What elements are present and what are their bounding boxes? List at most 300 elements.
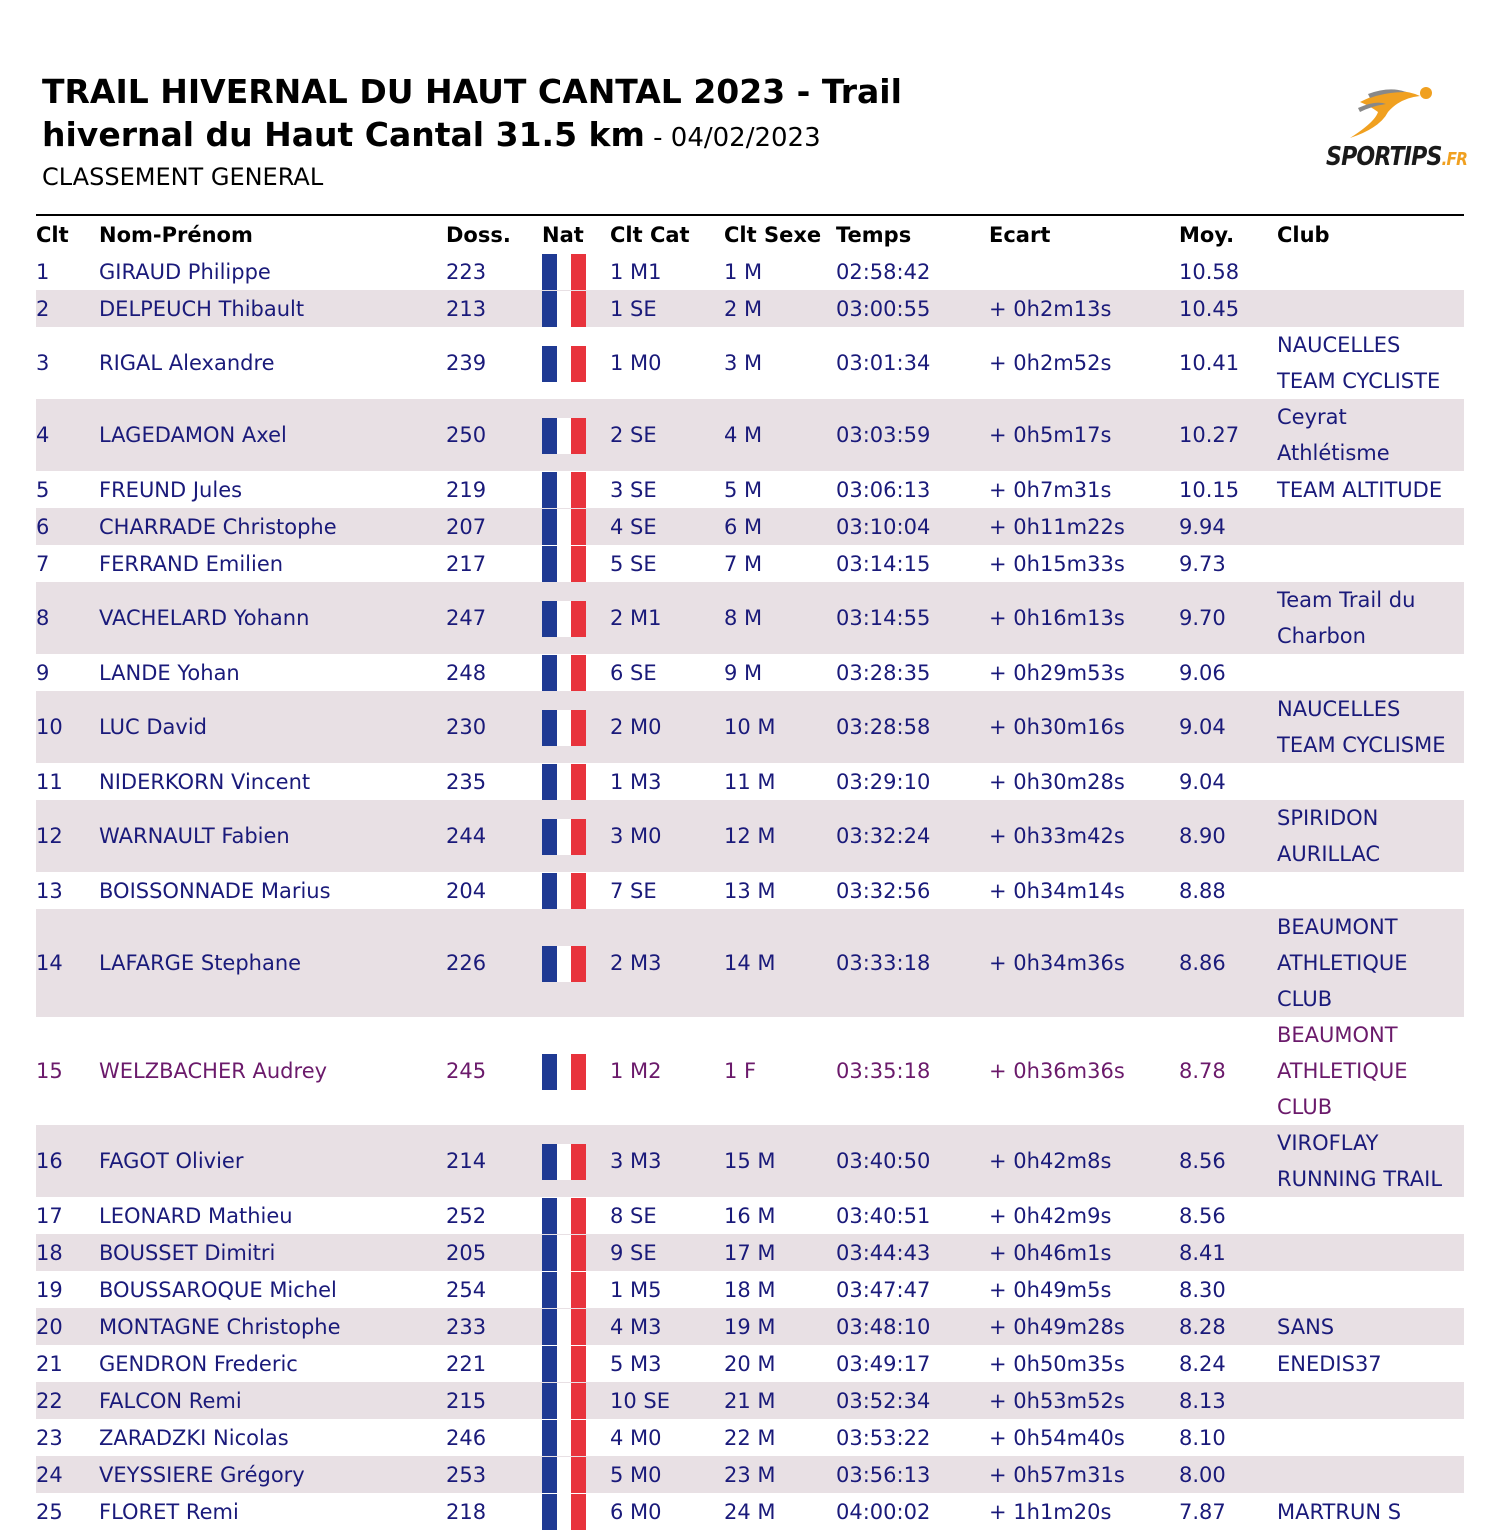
cell-ecart: + 0h49m5s: [989, 1277, 1112, 1302]
cell-nat: [542, 691, 610, 763]
cell-nat: [542, 1456, 610, 1493]
cell-ecart: [989, 253, 1179, 290]
cell-temps: 03:32:56: [836, 878, 931, 903]
col-header-doss: Doss.: [446, 223, 511, 247]
cell-ecart: + 0h34m36s: [989, 909, 1179, 1017]
cell-ecart: + 0h33m42s: [989, 800, 1179, 872]
cell-name[interactable]: VACHELARD Yohann: [99, 582, 446, 654]
cell-name[interactable]: BOUSSET Dimitri: [99, 1234, 446, 1271]
france-flag-icon: [542, 1383, 586, 1419]
cell-club: SANS: [1277, 1308, 1464, 1345]
cell-cat: 6 M0: [610, 1499, 662, 1524]
col-header-moy: Moy.: [1179, 223, 1235, 247]
cell-club: [1277, 253, 1464, 290]
cell-ecart: + 0h7m31s: [989, 477, 1112, 502]
cell-sexe: 6 M: [724, 508, 836, 545]
cell-sexe: 8 M: [724, 582, 836, 654]
cell-nat: [542, 290, 610, 327]
cell-clt: 15: [36, 1059, 63, 1083]
results-table: [36, 217, 1464, 1530]
table-row: [36, 763, 1464, 800]
cell-sexe: 18 M: [724, 1277, 776, 1302]
cell-sexe: 20 M: [724, 1351, 776, 1376]
cell-sexe: 22 M: [724, 1425, 776, 1450]
cell-cat: 5 SE: [610, 551, 657, 576]
table-row: [36, 1493, 1464, 1530]
cell-clt: 3: [36, 351, 50, 375]
france-flag-icon: [542, 1420, 586, 1456]
cell-ecart: + 0h57m31s: [989, 1456, 1179, 1493]
cell-club: [1277, 654, 1464, 691]
cell-name[interactable]: LANDE Yohan: [99, 660, 240, 685]
cell-doss: 250: [446, 399, 542, 471]
cell-ecart: + 0h5m17s: [989, 399, 1179, 471]
results-body: [36, 253, 1464, 1530]
cell-nat: [542, 763, 610, 800]
cell-doss: 215: [446, 1382, 542, 1419]
cell-cat: 1 SE: [610, 290, 724, 327]
cell-name[interactable]: BOISSONNADE Marius: [99, 878, 331, 903]
cell-temps: 03:53:22: [836, 1425, 931, 1450]
france-flag-icon: [542, 655, 586, 691]
cell-sexe: 17 M: [724, 1234, 836, 1271]
cell-ecart: + 0h50m35s: [989, 1351, 1125, 1376]
france-flag-icon: [542, 819, 586, 855]
cell-cat: 1 M5: [610, 1277, 662, 1302]
cell-temps: 03:06:13: [836, 477, 931, 502]
cell-cat: 7 SE: [610, 878, 657, 903]
cell-clt: 7: [36, 551, 50, 576]
cell-name[interactable]: LAFARGE Stephane: [99, 909, 446, 1017]
cell-temps: 03:47:47: [836, 1277, 931, 1302]
france-flag-icon: [542, 509, 586, 545]
cell-name[interactable]: NIDERKORN Vincent: [99, 769, 311, 794]
cell-moy: 8.30: [1179, 1277, 1226, 1302]
cell-club: BEAUMONT ATHLETIQUE CLUB: [1277, 1023, 1408, 1119]
cell-clt: 17: [36, 1203, 63, 1228]
cell-doss: 253: [446, 1456, 542, 1493]
cell-nat: [542, 1382, 610, 1419]
cell-nat: [542, 1308, 610, 1345]
col-header-ecart: Ecart: [989, 223, 1051, 247]
cell-club: [1277, 1197, 1464, 1234]
france-flag-icon: [542, 764, 586, 800]
cell-cat: 1 M1: [610, 259, 662, 284]
cell-doss: 214: [446, 1125, 542, 1197]
cell-cat: 4 M3: [610, 1308, 724, 1345]
cell-sexe: 4 M: [724, 399, 836, 471]
col-header-sexe: Clt Sexe: [724, 223, 822, 247]
cell-nat: [542, 1345, 610, 1382]
cell-clt: 20: [36, 1308, 99, 1345]
cell-temps: 03:28:58: [836, 691, 989, 763]
cell-nat: [542, 582, 610, 654]
cell-moy: 10.15: [1179, 477, 1240, 502]
table-header-row: [36, 217, 1464, 253]
cell-clt: 24: [36, 1456, 99, 1493]
cell-sexe: 21 M: [724, 1382, 836, 1419]
france-flag-icon: [542, 1054, 586, 1090]
cell-clt: 2: [36, 290, 99, 327]
header-divider: [36, 214, 1464, 216]
france-flag-icon: [542, 1346, 586, 1382]
cell-sexe: 1 F: [724, 1059, 757, 1083]
cell-doss: 219: [446, 477, 487, 502]
cell-nat: [542, 1234, 610, 1271]
cell-clt: 1: [36, 259, 50, 284]
cell-club: [1277, 290, 1464, 327]
france-flag-icon: [542, 873, 586, 909]
cell-club: TEAM ALTITUDE: [1277, 477, 1443, 502]
france-flag-icon: [542, 472, 586, 508]
cell-moy: 9.73: [1179, 551, 1226, 576]
cell-club: [1277, 1382, 1464, 1419]
cell-cat: 2 M3: [610, 909, 724, 1017]
cell-doss: 252: [446, 1203, 487, 1228]
cell-name[interactable]: DELPEUCH Thibault: [99, 290, 446, 327]
cell-clt: 4: [36, 399, 99, 471]
france-flag-icon: [542, 601, 586, 637]
cell-sexe: 3 M: [724, 351, 763, 375]
cell-doss: 226: [446, 909, 542, 1017]
cell-moy: 9.06: [1179, 660, 1226, 685]
table-row: [36, 800, 1464, 872]
table-row: [36, 399, 1464, 471]
cell-ecart: + 1h1m20s: [989, 1499, 1112, 1524]
cell-nat: [542, 1125, 610, 1197]
cell-temps: 03:48:10: [836, 1308, 989, 1345]
cell-moy: 8.28: [1179, 1308, 1277, 1345]
cell-doss: 244: [446, 800, 542, 872]
cell-nat: [542, 654, 610, 691]
cell-nat: [542, 872, 610, 909]
cell-ecart: + 0h30m16s: [989, 691, 1179, 763]
cell-club: SPIRIDON AURILLAC: [1277, 800, 1464, 872]
cell-moy: 10.41: [1179, 351, 1240, 375]
cell-name[interactable]: FERRAND Emilien: [99, 551, 284, 576]
cell-clt: 5: [36, 477, 50, 502]
cell-cat: 1 M3: [610, 769, 662, 794]
cell-nat: [542, 471, 610, 508]
cell-sexe: 19 M: [724, 1308, 836, 1345]
cell-doss: 223: [446, 259, 487, 284]
cell-ecart: + 0h15m33s: [989, 551, 1125, 576]
cell-name[interactable]: VEYSSIERE Grégory: [99, 1456, 446, 1493]
col-header-clt: Clt: [36, 223, 69, 247]
cell-ecart: + 0h30m28s: [989, 769, 1125, 794]
cell-cat: 5 M3: [610, 1351, 662, 1376]
cell-ecart: + 0h29m53s: [989, 660, 1125, 685]
cell-sexe: 2 M: [724, 290, 836, 327]
cell-temps: 03:32:24: [836, 800, 989, 872]
runner-icon: [1320, 82, 1470, 142]
cell-club: [1277, 1456, 1464, 1493]
cell-temps: 03:56:13: [836, 1456, 989, 1493]
cell-moy: 8.88: [1179, 878, 1226, 903]
cell-doss: 217: [446, 551, 487, 576]
cell-doss: 235: [446, 769, 487, 794]
cell-ecart: + 0h34m14s: [989, 878, 1125, 903]
cell-sexe: 16 M: [724, 1203, 776, 1228]
cell-cat: 1 M0: [610, 351, 662, 375]
cell-moy: 9.04: [1179, 769, 1226, 794]
cell-sexe: 5 M: [724, 477, 763, 502]
cell-cat: 10 SE: [610, 1382, 724, 1419]
col-header-name: Nom-Prénom: [99, 223, 253, 247]
cell-temps: 03:44:43: [836, 1234, 989, 1271]
cell-sexe: 23 M: [724, 1456, 836, 1493]
cell-name[interactable]: GENDRON Frederic: [99, 1351, 298, 1376]
cell-cat: 3 M0: [610, 800, 724, 872]
cell-name[interactable]: WELZBACHER Audrey: [99, 1059, 328, 1083]
cell-doss: 218: [446, 1499, 487, 1524]
cell-nat: [542, 399, 610, 471]
cell-club: [1277, 763, 1464, 800]
cell-cat: 3 SE: [610, 477, 657, 502]
cell-temps: 04:00:02: [836, 1499, 931, 1524]
cell-name[interactable]: FREUND Jules: [99, 477, 243, 502]
cell-temps: 03:14:15: [836, 551, 931, 576]
cell-doss: 245: [446, 1059, 487, 1083]
cell-doss: 246: [446, 1425, 487, 1450]
cell-name[interactable]: BOUSSAROQUE Michel: [99, 1277, 337, 1302]
logo-text: SPORTIPS.FR: [1326, 142, 1468, 172]
cell-cat: 4 M0: [610, 1425, 662, 1450]
cell-temps: 03:14:55: [836, 582, 989, 654]
cell-name[interactable]: LEONARD Mathieu: [99, 1203, 293, 1228]
table-row: [36, 1456, 1464, 1493]
col-header-cat: Clt Cat: [610, 223, 690, 247]
cell-doss: 205: [446, 1234, 542, 1271]
cell-doss: 204: [446, 878, 487, 903]
cell-name[interactable]: FLORET Remi: [99, 1499, 239, 1524]
cell-moy: 10.58: [1179, 259, 1240, 284]
table-row: [36, 872, 1464, 909]
cell-moy: 8.56: [1179, 1203, 1226, 1228]
cell-club: MARTRUN S: [1277, 1499, 1402, 1524]
cell-ecart: + 0h46m1s: [989, 1234, 1179, 1271]
cell-cat: 4 SE: [610, 508, 724, 545]
cell-temps: 03:28:35: [836, 660, 931, 685]
cell-doss: 248: [446, 660, 487, 685]
cell-doss: 221: [446, 1351, 487, 1376]
table-row: [36, 1345, 1464, 1382]
cell-sexe: 24 M: [724, 1499, 776, 1524]
cell-ecart: + 0h53m52s: [989, 1382, 1179, 1419]
cell-nat: [542, 909, 610, 1017]
cell-temps: 03:40:50: [836, 1125, 989, 1197]
cell-temps: 02:58:42: [836, 259, 931, 284]
cell-moy: 8.10: [1179, 1425, 1226, 1450]
race-date: - 04/02/2023: [644, 123, 821, 153]
cell-name[interactable]: CHARRADE Christophe: [99, 508, 446, 545]
table-row: [36, 545, 1464, 582]
france-flag-icon: [542, 1144, 586, 1180]
cell-moy: 8.56: [1179, 1125, 1277, 1197]
cell-cat: 6 SE: [610, 660, 657, 685]
cell-club: [1277, 1419, 1464, 1456]
cell-clt: 21: [36, 1351, 63, 1376]
cell-doss: 247: [446, 582, 542, 654]
cell-cat: 2 M0: [610, 691, 724, 763]
cell-sexe: 11 M: [724, 769, 776, 794]
cell-clt: 12: [36, 800, 99, 872]
cell-nat: [542, 1419, 610, 1456]
cell-club: [1277, 872, 1464, 909]
table-row: [36, 909, 1464, 1017]
cell-clt: 23: [36, 1425, 63, 1450]
cell-sexe: 13 M: [724, 878, 776, 903]
cell-ecart: + 0h49m28s: [989, 1308, 1179, 1345]
france-flag-icon: [542, 710, 586, 746]
cell-club: NAUCELLES TEAM CYCLISTE: [1277, 333, 1441, 393]
cell-club: [1277, 1234, 1464, 1271]
cell-nat: [542, 1493, 610, 1530]
cell-name[interactable]: LUC David: [99, 691, 446, 763]
sportips-logo: [1320, 82, 1470, 182]
table-row: [36, 290, 1464, 327]
cell-name[interactable]: ZARADZKI Nicolas: [99, 1425, 289, 1450]
france-flag-icon: [542, 546, 586, 582]
france-flag-icon: [542, 1457, 586, 1493]
cell-cat: 2 SE: [610, 399, 724, 471]
cell-temps: 03:52:34: [836, 1382, 989, 1419]
france-flag-icon: [542, 946, 586, 982]
cell-name[interactable]: FAGOT Olivier: [99, 1125, 446, 1197]
table-row: [36, 1308, 1464, 1345]
cell-club: [1277, 545, 1464, 582]
cell-club: [1277, 508, 1464, 545]
cell-clt: 16: [36, 1125, 99, 1197]
france-flag-icon: [542, 1235, 586, 1271]
cell-nat: [542, 508, 610, 545]
cell-temps: 03:03:59: [836, 399, 989, 471]
cell-clt: 19: [36, 1277, 63, 1302]
cell-clt: 18: [36, 1234, 99, 1271]
france-flag-icon: [542, 291, 586, 327]
col-header-nat: Nat: [542, 223, 584, 247]
cell-clt: 25: [36, 1499, 63, 1524]
cell-moy: 8.24: [1179, 1351, 1226, 1376]
cell-moy: 8.41: [1179, 1234, 1277, 1271]
cell-moy: 8.78: [1179, 1059, 1226, 1083]
table-row: [36, 1125, 1464, 1197]
table-row: [36, 471, 1464, 508]
table-row: [36, 1197, 1464, 1234]
cell-name[interactable]: MONTAGNE Christophe: [99, 1308, 446, 1345]
cell-ecart: + 0h54m40s: [989, 1425, 1125, 1450]
cell-temps: 03:49:17: [836, 1351, 931, 1376]
cell-club: [1277, 1271, 1464, 1308]
cell-nat: [542, 545, 610, 582]
cell-doss: 254: [446, 1277, 487, 1302]
cell-name[interactable]: RIGAL Alexandre: [99, 351, 275, 375]
cell-temps: 03:00:55: [836, 290, 989, 327]
table-row: [36, 1419, 1464, 1456]
cell-cat: 9 SE: [610, 1234, 724, 1271]
cell-name[interactable]: GIRAUD Philippe: [99, 259, 271, 284]
cell-ecart: + 0h42m9s: [989, 1203, 1112, 1228]
france-flag-icon: [542, 1309, 586, 1345]
cell-clt: 6: [36, 508, 99, 545]
cell-name[interactable]: LAGEDAMON Axel: [99, 399, 446, 471]
table-row: [36, 654, 1464, 691]
cell-clt: 11: [36, 769, 63, 794]
cell-moy: 9.04: [1179, 691, 1277, 763]
cell-moy: 10.45: [1179, 290, 1277, 327]
cell-moy: 7.87: [1179, 1499, 1226, 1524]
cell-clt: 8: [36, 582, 99, 654]
table-row: [36, 508, 1464, 545]
cell-cat: 2 M1: [610, 582, 724, 654]
cell-clt: 22: [36, 1382, 99, 1419]
cell-sexe: 7 M: [724, 551, 763, 576]
cell-doss: 213: [446, 290, 542, 327]
france-flag-icon: [542, 1198, 586, 1234]
table-row: [36, 1382, 1464, 1419]
cell-name[interactable]: FALCON Remi: [99, 1382, 446, 1419]
cell-clt: 14: [36, 909, 99, 1017]
cell-ecart: + 0h11m22s: [989, 508, 1179, 545]
cell-moy: 8.90: [1179, 800, 1277, 872]
cell-moy: 9.70: [1179, 582, 1277, 654]
cell-cat: 3 M3: [610, 1125, 724, 1197]
cell-doss: 207: [446, 508, 542, 545]
cell-ecart: + 0h16m13s: [989, 582, 1179, 654]
cell-temps: 03:33:18: [836, 909, 989, 1017]
table-row: [36, 582, 1464, 654]
cell-cat: 5 M0: [610, 1456, 724, 1493]
cell-moy: 8.13: [1179, 1382, 1277, 1419]
page-title: TRAIL HIVERNAL DU HAUT CANTAL 2023 - Trail hivernal du Haut Cantal 31.5 km - 04/02/2023: [42, 72, 902, 154]
cell-sexe: 10 M: [724, 691, 836, 763]
cell-nat: [542, 327, 610, 399]
cell-ecart: + 0h2m13s: [989, 290, 1179, 327]
cell-doss: 230: [446, 691, 542, 763]
cell-nat: [542, 253, 610, 290]
cell-moy: 8.86: [1179, 909, 1277, 1017]
france-flag-icon: [542, 346, 586, 382]
table-row: [36, 253, 1464, 290]
table-row: [36, 1234, 1464, 1271]
cell-name[interactable]: WARNAULT Fabien: [99, 800, 446, 872]
col-header-club: Club: [1277, 223, 1330, 247]
cell-nat: [542, 1197, 610, 1234]
cell-clt: 9: [36, 660, 50, 685]
cell-clt: 13: [36, 878, 63, 903]
cell-cat: 1 M2: [610, 1059, 662, 1083]
cell-temps: 03:10:04: [836, 508, 989, 545]
france-flag-icon: [542, 1494, 586, 1530]
france-flag-icon: [542, 418, 586, 454]
cell-cat: 8 SE: [610, 1203, 657, 1228]
cell-club: VIROFLAY RUNNING TRAIL: [1277, 1125, 1464, 1197]
cell-temps: 03:01:34: [836, 351, 931, 375]
france-flag-icon: [542, 1272, 586, 1308]
france-flag-icon: [542, 254, 586, 290]
cell-moy: 9.94: [1179, 508, 1277, 545]
cell-club: ENEDIS37: [1277, 1351, 1382, 1376]
cell-temps: 03:40:51: [836, 1203, 931, 1228]
table-row: [36, 1271, 1464, 1308]
table-row: [36, 327, 1464, 399]
header: [42, 70, 942, 192]
cell-sexe: 1 M: [724, 259, 763, 284]
cell-temps: 03:29:10: [836, 769, 931, 794]
cell-club: Ceyrat Athlétisme: [1277, 399, 1464, 471]
cell-moy: 10.27: [1179, 399, 1277, 471]
cell-club: NAUCELLES TEAM CYCLISME: [1277, 691, 1464, 763]
